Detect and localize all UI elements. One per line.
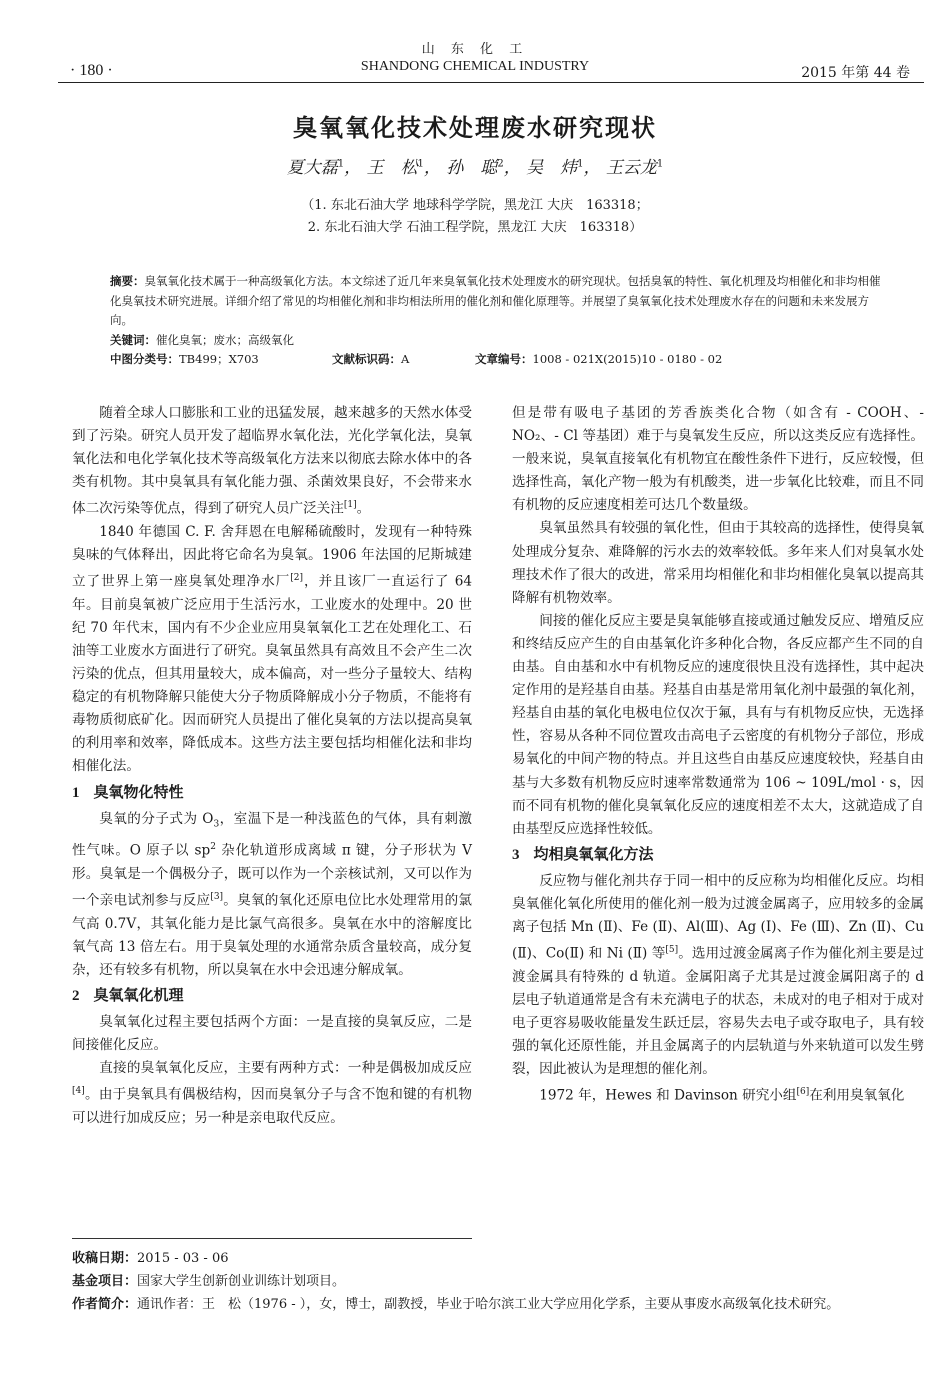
author-affil-mark: 1 [417,158,424,170]
author-bio: 作者简介：通讯作者：王 松（1976 - ），女，博士，副教授，毕业于哈尔滨工业大学应用化学系，主要从事废水高级氧化技术研究。 [72,1297,840,1312]
footnotes [72,1247,932,1316]
abstract-text: 臭氧氧化技术属于一种高级氧化方法。本文综述了近几年来臭氧氧化技术处理废水的研究现状。包括臭氧的特性、氧化机理及均相催化和非均相催化臭氧技术研究进展。详细介绍了常见的均相催化剂和非均相法所用的催化剂和催化原理等。并展望了臭氧氧化技术处理废水存在的问题和未来发展方向。 [110,274,881,327]
paragraph: 反应物与催化剂共存于同一相中的反应称为均相催化反应。均相臭氧催化氧化所使用的催化剂一般为过渡金属离子，应用较多的金属离子包括 Mn (Ⅱ)、Fe (Ⅱ)、Al(Ⅲ)、Ag (Ⅰ)、Fe (Ⅲ)、Zn (Ⅱ)、Cu (Ⅱ)、Co(Ⅱ) 和 Ni (Ⅱ) 等[5]。选用过渡金属离子作为催化剂主要是过渡金属具有特殊的 d 轨道。金属阳离子尤其是过渡金属阳离子的 d 层电子轨道通常是含有未充满电子的状态，未成对的电子相对于成对电子更容易吸收能量发生跃迁层，容易失去电子或夺取电子，具有较强的氧化还原性能，并且金属离子的内层轨道与外来轨道可以发生劈裂，因此被认为是理想的催化剂。 [512,872,925,1078]
page-number: · 180 · [70,62,113,79]
doc-code-value: A [401,352,410,366]
section-heading-1 [72,781,472,805]
citation: [4] [72,1086,85,1097]
section-number: 3 [512,846,520,863]
right-column [512,402,924,1108]
affiliation-1: （1. 东北石油大学 地球科学学院，黑龙江 大庆 163318； [301,198,649,213]
paragraph: 臭氧氧化过程主要包括两个方面：一是直接的臭氧反应，二是间接催化反应。 [72,1014,472,1054]
received-date: 收稿日期：2015 - 03 - 06 [72,1251,229,1266]
abstract [110,272,890,331]
keywords [110,331,890,351]
citation: [1] [343,500,357,511]
citation: [6] [796,1087,810,1098]
paragraph: 间接的催化反应主要是臭氧能够直接或通过触发反应、增殖反应和终结反应产生的自由基氧化许多种化合物，各反应都产生不同的自由基。自由基和水中有机物反应的速度很快且没有选择性，其中起决定作用的是羟基自由基。羟基自由基是常用氧化剂中最强的氧化剂，羟基自由基的氧化电极电位仅次于氟，具有与有机物反应快，无选择性，容易从各种不同位置攻击高电子云密度的有机物分子部位，形成易氧化的中间产物的特点。并且这些自由基反应速度较快，羟基自由基与大多数有机物反应时速率常数通常为 106 ~ 109L/mol · s，因而不同有机物的催化臭氧氧化反应的速度相差不太大，这就造成了自由基型反应选择性较低。 [512,612,924,837]
author-affil-mark: 1 [577,158,584,170]
author-affil-mark: 2 [497,158,504,170]
author-list [0,153,950,178]
classification-row [110,350,890,370]
author-name: 夏大磊 [286,158,338,178]
paragraph: 臭氧的分子式为 $O_3$，室温下是一种浅蓝色的气体，具有刺激性气味。O 原子以 $sp^2$ 杂化轨道形成离域 π 键，分子形状为 V 形。臭氧是一个偶极分子，既可以作为一个亲核试剂，又可以作为一个亲电试剂参与反应[3]。臭氧的氧化还原电位比水处理常用的氯气高 0.7V，其氧化能力是比氯气高很多。臭氧在水中的溶解度比氧气高 13 倍左右。用于臭氧处理的水通常杂质含量较高，成分复杂，还有较多有机物，所以臭氧在水中会迅速分解成氧。 [72,810,473,978]
author-name: 王云龙 [605,158,657,178]
paragraph: 直接的臭氧氧化反应，主要有两种方式：一种是偶极加成反应[4]。由于臭氧具有偶极结构，因而臭氧分子与含不饱和键的有机物可以进行加成反应；另一种是亲电取代反应。 [72,1060,472,1127]
issue-label: 2015 年第 44 卷 [801,65,910,81]
section-number: 2 [72,988,80,1005]
section-heading-3 [512,843,924,867]
keywords-text: 催化臭氧；废水；高级氧化 [156,332,294,347]
author-affil-mark: 1 [337,158,345,170]
citation: [2] [290,573,303,584]
author-name: 王 松 [366,158,418,178]
abstract-block [110,272,890,370]
left-column [72,402,472,1130]
author-separator: ， [503,158,521,178]
author-affil-mark: 1 [656,158,664,170]
section-number: 1 [72,784,80,801]
author-name: 吴 炜 [526,158,578,178]
fund-project: 基金项目：国家大学生创新创业训练计划项目。 [72,1274,346,1289]
paragraph: 1840 年德国 C. F. 舍拜恩在电解稀硫酸时，发现有一种特殊臭味的气体释出，因此将它命名为臭氧。1906 年法国的尼斯城建立了世界上第一座臭氧处理净水厂[2]，并且该厂一直运行了 64 年。目前臭氧被广泛应用于生活污水，工业废水的处理中。20 世纪 70 年代末，国内有不少企业应用臭氧氧化工艺在处理化工、石油等工业废水方面进行了研究。臭氧虽然具有高效且不会产生二次污染的优点，但其用量较大，成本偏高，对一些分子量较大、结构稳定的有机物降解只能使大分子物质降解成小分子物质，不能将有毒物质彻底矿化。因而研究人员提出了催化臭氧的方法以提高臭氧的利用率和效率，降低成本。这些方法主要包括均相催化法和非均相催化法。 [72,524,472,775]
article-no-value: 1008 - 021X(2015)10 - 0180 - 02 [532,352,723,366]
affiliation-2: 2. 东北石油大学 石油工程学院，黑龙江 大庆 163318） [307,220,643,235]
footnote-rule [72,1238,472,1239]
header-rule [58,82,924,83]
section-title: 臭氧物化特性 [93,782,184,801]
author-name: 孙 聪 [446,158,498,178]
section-heading-2 [72,984,472,1008]
author-separator: ， [423,158,441,178]
paragraph: 臭氧虽然具有较强的氧化性，但由于其较高的选择性，使得臭氧处理成分复杂、难降解的污水去的效率较低。多年来人们对臭氧水处理技术作了很大的改进，常采用均相催化和非均相催化臭氧以提高其降解有机物效率。 [512,520,924,606]
citation: [3] [210,892,224,903]
clc-label: 中图分类号： [110,352,179,366]
citation: [5] [665,945,679,956]
journal-name-en: SHANDONG CHEMICAL INDUSTRY [360,59,590,74]
abstract-label: 摘要： [110,274,145,288]
section-title: 臭氧氧化机理 [93,986,184,1005]
paper-title: 臭氧氧化技术处理废水研究现状 [293,114,657,142]
doc-code-label: 文献标识码： [332,352,401,366]
section-title: 均相臭氧氧化方法 [533,844,654,863]
author-separator: ， [583,158,601,178]
paragraph: 随着全球人口膨胀和工业的迅猛发展，越来越多的天然水体受到了污染。研究人员开发了超临界水氧化法，光化学氧化法，臭氧氧化法和电化学氧化技术等高级氧化方法来以彻底去除水体中的各类有机物。其中臭氧具有氧化能力强、杀菌效果良好，不会带来水体二次污染等优点，得到了研究人员广泛关注[1]。 [72,405,472,517]
keywords-label: 关键词： [110,332,156,347]
author-separator: ， [344,158,362,178]
paragraph: 1972 年，Hewes 和 Davinson 研究小组[6]在利用臭氧氧化 [539,1087,905,1104]
paragraph: 但是带有吸电子基团的芳香族类化合物（如含有 - COOH、- NO₂、- Cl 等基团）难于与臭氧发生反应，所以这类反应有选择性。一般来说，臭氧直接氧化有机物宜在酸性条件下进行，反应较慢，但选择性高，氧化产物一般为有机酸类，进一步氧化比较难，而且不同有机物的反应速度相差可达几个数量级。 [512,405,924,514]
journal-name-cn: 山 东 化 工 [421,42,529,57]
clc-value: TB499；X703 [179,352,259,366]
article-no-label: 文章编号： [475,352,533,366]
affiliations [0,195,950,239]
